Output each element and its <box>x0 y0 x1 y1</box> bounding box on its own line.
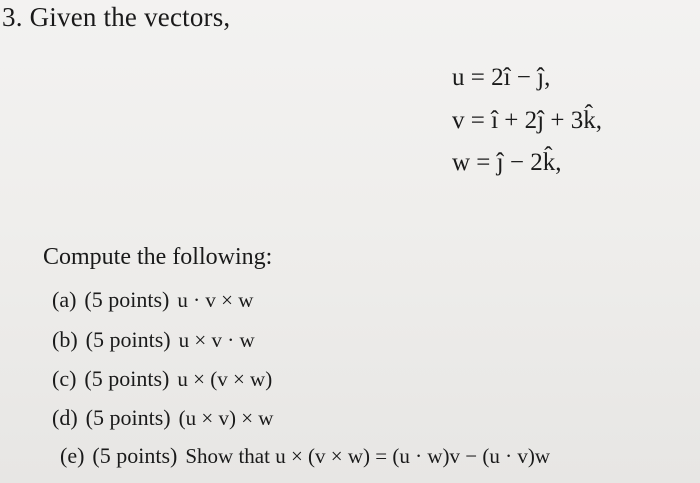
item-label: (b) <box>52 327 78 352</box>
question-item-d <box>52 405 273 431</box>
question-item-b <box>52 327 255 353</box>
item-label: (a) <box>52 287 77 312</box>
question-item-c <box>52 366 272 392</box>
item-expression: u · v × w <box>177 288 254 312</box>
vector-v-equation: v = î + 2ĵ + 3k̂, <box>452 107 602 134</box>
item-expression: u × v · w <box>178 328 255 352</box>
item-points: (5 points) <box>85 405 171 430</box>
item-points: (5 points) <box>85 327 171 352</box>
vector-u-equation: u = 2î − ĵ, <box>452 64 551 91</box>
compute-heading: Compute the following: <box>43 244 273 270</box>
item-label: (c) <box>52 366 77 391</box>
question-item-e <box>60 443 550 469</box>
problem-title: 3. Given the vectors, <box>2 2 231 32</box>
item-points: (5 points) <box>84 287 170 312</box>
item-label: (d) <box>52 405 78 430</box>
question-item-a <box>52 287 253 313</box>
item-expression: Show that u × (v × w) = (u · w)v − (u · v)w <box>185 444 551 468</box>
item-label: (e) <box>60 443 85 468</box>
vector-w-equation: w = ĵ − 2k̂, <box>452 149 562 176</box>
item-expression: (u × v) × w <box>178 406 274 430</box>
item-expression: u × (v × w) <box>177 367 273 391</box>
item-points: (5 points) <box>92 443 178 468</box>
item-points: (5 points) <box>84 366 170 391</box>
